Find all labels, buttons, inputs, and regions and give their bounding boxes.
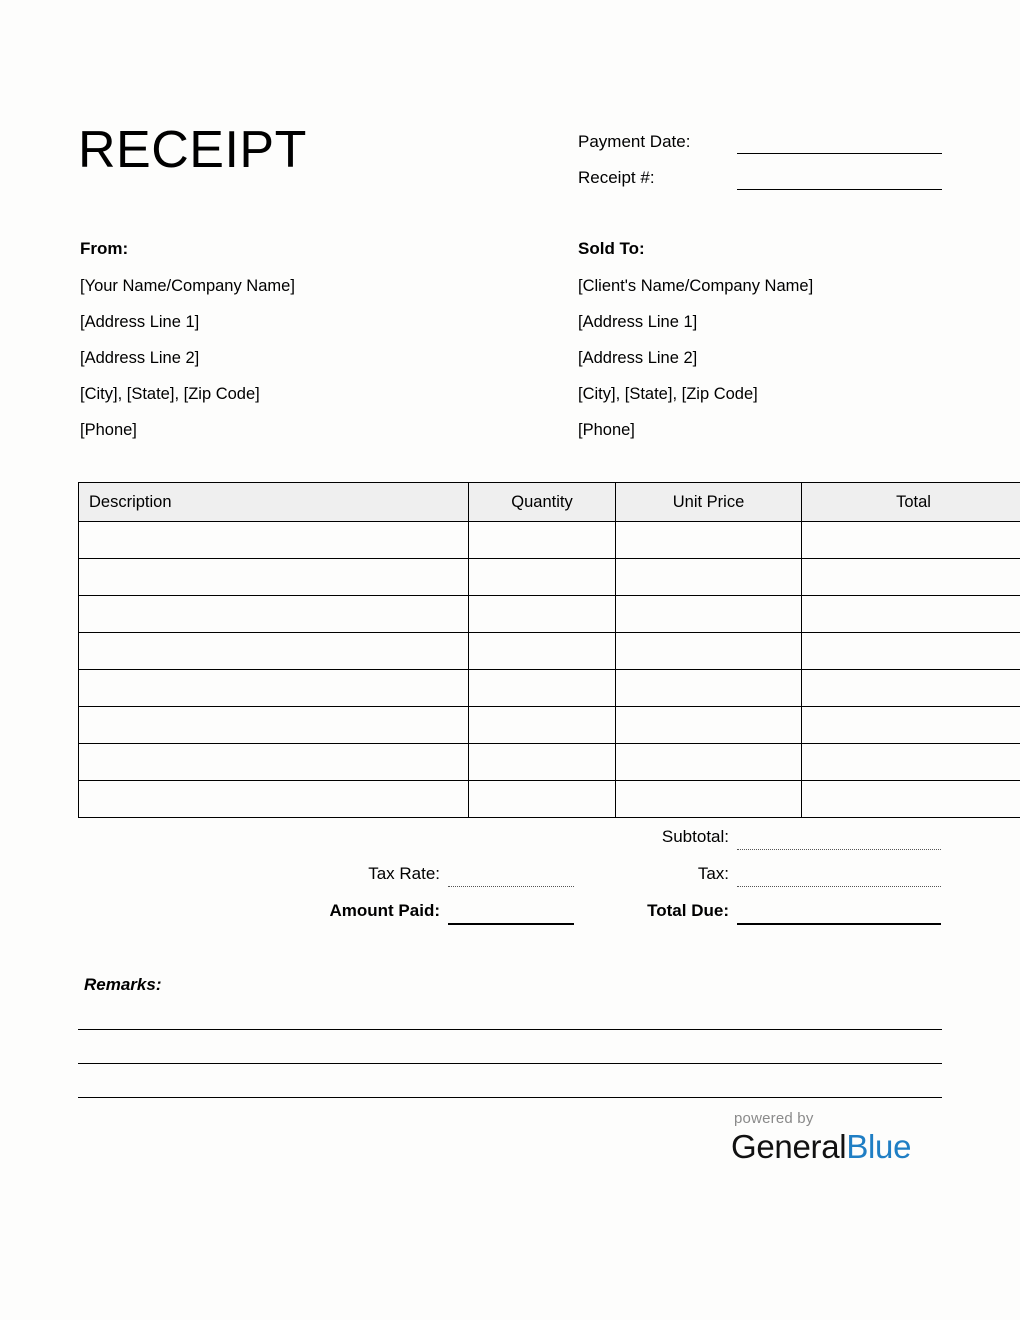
cell-description[interactable] (79, 596, 469, 633)
sold-to-block (578, 238, 998, 441)
cell-quantity[interactable] (469, 596, 616, 633)
cell-description[interactable] (79, 633, 469, 670)
tax-label: Tax: (697, 864, 729, 883)
page-title: RECEIPT (78, 121, 307, 179)
cell-total[interactable] (802, 633, 1020, 670)
column-header-quantity: Quantity (469, 483, 616, 522)
cell-unit-price[interactable] (616, 522, 802, 559)
table-row (79, 670, 1020, 707)
cell-total[interactable] (802, 596, 1020, 633)
cell-quantity[interactable] (469, 744, 616, 781)
line-items-table (78, 482, 1020, 818)
brand-name-blue: Blue (846, 1128, 912, 1165)
remarks-label: Remarks: (84, 975, 162, 994)
from-line-city-state-zip[interactable]: [City], [State], [Zip Code] (80, 385, 260, 403)
tax-rate-label: Tax Rate: (368, 864, 440, 883)
receipt-number-input[interactable] (737, 189, 942, 190)
cell-total[interactable] (802, 670, 1020, 707)
sold-to-heading: Sold To: (578, 239, 645, 258)
cell-description[interactable] (79, 670, 469, 707)
amount-due-row (0, 900, 1020, 934)
cell-quantity[interactable] (469, 670, 616, 707)
cell-total[interactable] (802, 522, 1020, 559)
cell-quantity[interactable] (469, 707, 616, 744)
remarks-line-1[interactable] (78, 1029, 942, 1030)
table-row (79, 522, 1020, 559)
subtotal-label: Subtotal: (661, 827, 729, 846)
sold-to-line-address2[interactable]: [Address Line 2] (578, 349, 698, 367)
cell-quantity[interactable] (469, 781, 616, 818)
brand-name (731, 1128, 943, 1166)
amount-paid-label: Amount Paid: (329, 901, 440, 920)
receipt-number-label: Receipt #: (578, 168, 655, 187)
column-header-unit-price: Unit Price (616, 483, 802, 522)
cell-unit-price[interactable] (616, 559, 802, 596)
total-due-label: Total Due: (647, 901, 729, 920)
cell-description[interactable] (79, 522, 469, 559)
payment-date-input[interactable] (737, 153, 942, 154)
column-header-description: Description (79, 483, 469, 522)
sold-to-line-address1[interactable]: [Address Line 1] (578, 313, 698, 331)
from-line-address2[interactable]: [Address Line 2] (80, 349, 200, 367)
cell-quantity[interactable] (469, 633, 616, 670)
cell-unit-price[interactable] (616, 781, 802, 818)
brand-name-general: General (731, 1128, 847, 1165)
from-line-name[interactable]: [Your Name/Company Name] (80, 277, 295, 295)
remarks-line-2[interactable] (78, 1063, 942, 1064)
from-line-address1[interactable]: [Address Line 1] (80, 313, 200, 331)
cell-unit-price[interactable] (616, 744, 802, 781)
cell-description[interactable] (79, 559, 469, 596)
cell-total[interactable] (802, 559, 1020, 596)
table-header-row (79, 483, 1020, 522)
table-row (79, 707, 1020, 744)
sold-to-line-phone[interactable]: [Phone] (578, 421, 635, 439)
receipt-number-row (578, 167, 942, 203)
cell-quantity[interactable] (469, 522, 616, 559)
tax-row (0, 863, 1020, 897)
tax-input[interactable] (737, 886, 941, 887)
table-row (79, 559, 1020, 596)
cell-unit-price[interactable] (616, 707, 802, 744)
cell-quantity[interactable] (469, 559, 616, 596)
cell-unit-price[interactable] (616, 633, 802, 670)
column-header-total: Total (802, 483, 1020, 522)
amount-paid-input[interactable] (448, 923, 574, 925)
payment-date-row (578, 131, 942, 167)
remarks-line-3[interactable] (78, 1097, 942, 1098)
from-block (80, 238, 500, 441)
cell-description[interactable] (79, 744, 469, 781)
table-row (79, 781, 1020, 818)
table-row (79, 596, 1020, 633)
total-due-input[interactable] (737, 923, 941, 925)
cell-total[interactable] (802, 744, 1020, 781)
sold-to-line-city-state-zip[interactable]: [City], [State], [Zip Code] (578, 385, 758, 403)
subtotal-row (0, 826, 1020, 860)
cell-unit-price[interactable] (616, 596, 802, 633)
cell-description[interactable] (79, 781, 469, 818)
totals-section (0, 826, 1020, 936)
table-row (79, 633, 1020, 670)
receipt-meta (578, 131, 942, 203)
cell-total[interactable] (802, 781, 1020, 818)
generalblue-logo (731, 1110, 943, 1166)
from-heading: From: (80, 239, 129, 258)
tax-rate-input[interactable] (448, 886, 574, 887)
cell-description[interactable] (79, 707, 469, 744)
powered-by-label: powered by (734, 1110, 814, 1127)
from-line-phone[interactable]: [Phone] (80, 421, 137, 439)
table-row (79, 744, 1020, 781)
cell-unit-price[interactable] (616, 670, 802, 707)
subtotal-input[interactable] (737, 849, 941, 850)
cell-total[interactable] (802, 707, 1020, 744)
payment-date-label: Payment Date: (578, 132, 691, 151)
sold-to-line-name[interactable]: [Client's Name/Company Name] (578, 277, 814, 295)
